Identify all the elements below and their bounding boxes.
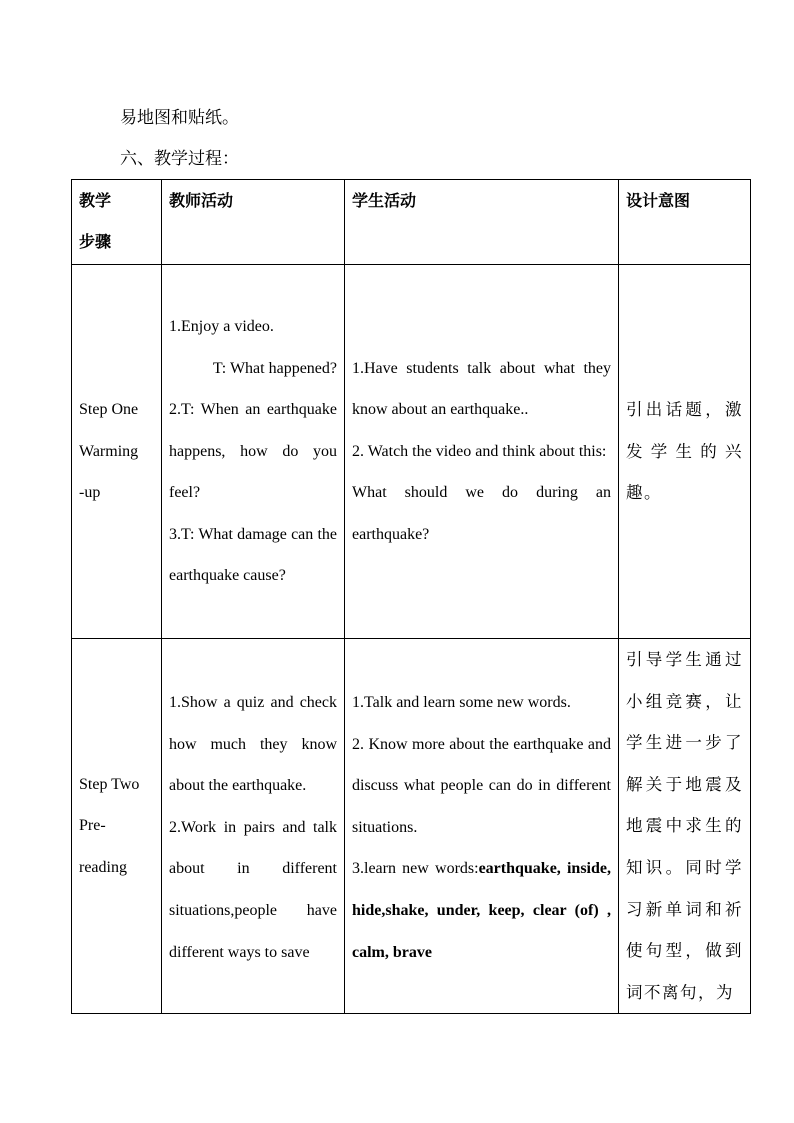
- row1-teacher: [162, 265, 345, 639]
- row1-teacher-item2: 2.T: When an earthquake happens, how do you feel?: [169, 401, 337, 502]
- header-step-line1: 教学: [79, 191, 112, 210]
- header-design-label: 设计意图: [626, 191, 691, 210]
- row2-step-line3: reading: [79, 858, 127, 876]
- row2-teacher-item2: 2.Work in pairs and talk about in different situations,people have different ways to save: [169, 818, 337, 961]
- row1-student-item3: What should we do during an earthquake?: [352, 484, 611, 543]
- lesson-process-table: [71, 179, 751, 1014]
- row2-student-item3: [352, 848, 611, 973]
- header-student: [345, 180, 619, 265]
- row2-student-item3-words: earthquake, inside, hide,shake, under, keep, clear (of) , calm, brave: [352, 860, 611, 961]
- row1-step: [72, 265, 162, 639]
- row2-step: [72, 639, 162, 1014]
- row1-step-line1: Step One: [79, 401, 139, 419]
- row2-student-item1: 1.Talk and learn some new words.: [352, 694, 571, 711]
- row2-step-line1: Step Two: [79, 775, 140, 793]
- header-step: [72, 180, 162, 265]
- row1-design: [619, 265, 751, 639]
- row1-step-line2: Warming: [79, 442, 139, 460]
- intro-line-materials: 易地图和贴纸。: [120, 108, 239, 128]
- row2-student-item2: 2. Know more about the earthquake and discuss what people can do in different situations.: [352, 735, 611, 836]
- row2-step-line2: Pre-: [79, 817, 106, 835]
- header-teacher-label: 教师活动: [169, 191, 234, 210]
- row2-design-text: 引导学生通过小组竞赛，让学生进一步了解关于地震及地震中求生的知识。同时学习新单词和祈使句型，做到词不离句，为: [626, 650, 743, 1002]
- row1-student: [345, 265, 619, 639]
- header-step-line2: 步骤: [79, 232, 112, 251]
- table-row: [72, 265, 751, 639]
- row1-teacher-item3: 3.T: What damage can the earthquake cause?: [169, 525, 337, 585]
- row2-design: [619, 639, 751, 1014]
- table-row: [72, 639, 751, 1014]
- row1-step-line3: -up: [79, 484, 101, 502]
- row1-teacher-item1: 1.Enjoy a video.: [169, 317, 274, 335]
- row1-teacher-item1b: T: What happened?: [212, 359, 337, 377]
- row2-teacher: [162, 639, 345, 1014]
- header-design: [619, 180, 751, 265]
- row2-student-item3-prefix: 3.learn new words:: [352, 860, 479, 878]
- header-student-label: 学生活动: [352, 191, 417, 210]
- row1-design-text: 引出话题，激发学生的兴趣。: [626, 400, 743, 503]
- table-header-row: [72, 180, 751, 265]
- row2-teacher-item1: 1.Show a quiz and check how much they know about the earthquake.: [169, 694, 337, 795]
- row2-student: [345, 639, 619, 1014]
- row1-student-item2: 2. Watch the video and think about this:: [352, 442, 607, 460]
- header-teacher: [162, 180, 345, 265]
- row1-student-item1: 1.Have students talk about what they know about an earthquake..: [352, 359, 611, 419]
- intro-line-section-title: 六、教学过程：: [120, 149, 239, 169]
